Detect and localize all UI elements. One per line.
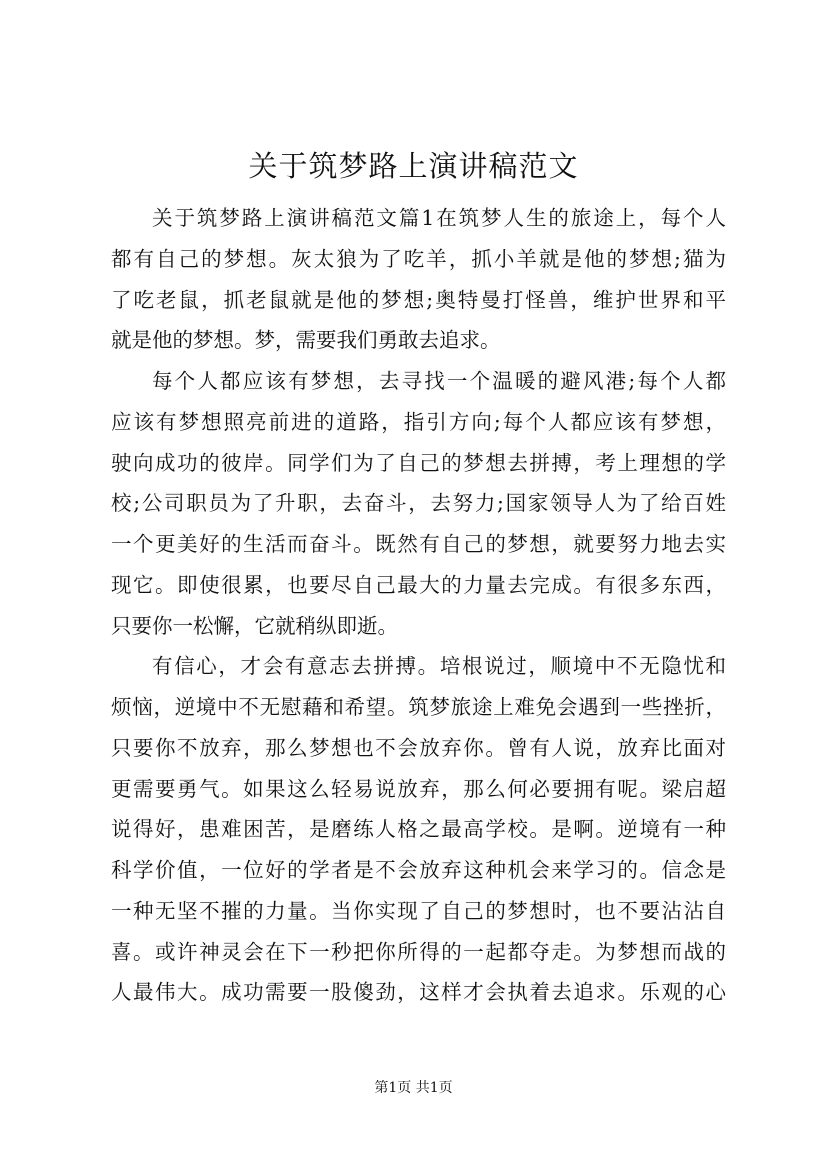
paragraph-1-line-1: 关于筑梦路上演讲稿范文篇1在筑梦人生的旅途上，每个人	[152, 206, 726, 230]
paragraph-3-line-8: 喜。或许神灵会在下一秒把你所得的一起都夺走。为梦想而战的	[111, 939, 726, 964]
page-footer: 第1页 共1页	[374, 1080, 453, 1096]
paragraph-3-line-2: 烦恼，逆境中不无慰藉和希望。筑梦旅途上难免会遇到一些挫折，	[111, 695, 726, 719]
paragraph-3-line-7: 一种无坚不摧的力量。当你实现了自己的梦想时，也不要沾沾自	[111, 898, 726, 923]
paragraph-3-line-4: 更需要勇气。如果这么轻易说放弃，那么何必要拥有呢。梁启超	[111, 776, 726, 801]
paragraph-3-line-1: 有信心，才会有意志去拼搏。培根说过，顺境中不无隐忧和	[152, 654, 726, 679]
paragraph-1-line-3: 了吃老鼠，抓老鼠就是他的梦想;奥特曼打怪兽，维护世界和平	[111, 287, 726, 312]
document-title: 关于筑梦路上演讲稿范文	[248, 149, 579, 183]
paragraph-2-line-5: 一个更美好的生活而奋斗。既然有自己的梦想，就要努力地去实	[111, 532, 726, 556]
paragraph-3-line-9: 人最伟大。成功需要一股傻劲，这样才会执着去追求。乐观的心	[111, 980, 726, 1005]
document-body	[111, 198, 726, 1013]
paragraph-3-line-3: 只要你不放弃，那么梦想也不会放弃你。曾有人说，放弃比面对	[111, 735, 726, 760]
paragraph-1-line-4: 就是他的梦想。梦，需要我们勇敢去追求。	[111, 328, 501, 353]
paragraph-3-line-6: 科学价值，一位好的学者是不会放弃这种机会来学习的。信念是	[111, 858, 726, 882]
paragraph-1-line-2: 都有自己的梦想。灰太狼为了吃羊，抓小羊就是他的梦想;猫为	[111, 246, 726, 271]
paragraph-2-line-7: 只要你一松懈，它就稍纵即逝。	[111, 613, 398, 638]
paragraph-2-line-2: 应该有梦想照亮前进的道路，指引方向;每个人都应该有梦想，	[111, 409, 726, 434]
paragraph-2-line-3: 驶向成功的彼岸。同学们为了自己的梦想去拼搏，考上理想的学	[111, 450, 726, 475]
paragraph-2-line-1: 每个人都应该有梦想，去寻找一个温暖的避风港;每个人都	[152, 369, 726, 393]
paragraph-3-line-5: 说得好，患难困苦，是磨练人格之最高学校。是啊。逆境有一种	[111, 817, 726, 842]
paragraph-2-line-4: 校;公司职员为了升职，去奋斗，去努力;国家领导人为了给百姓	[111, 491, 726, 516]
paragraph-2-line-6: 现它。即使很累，也要尽自己最大的力量去完成。有很多东西，	[111, 572, 726, 597]
